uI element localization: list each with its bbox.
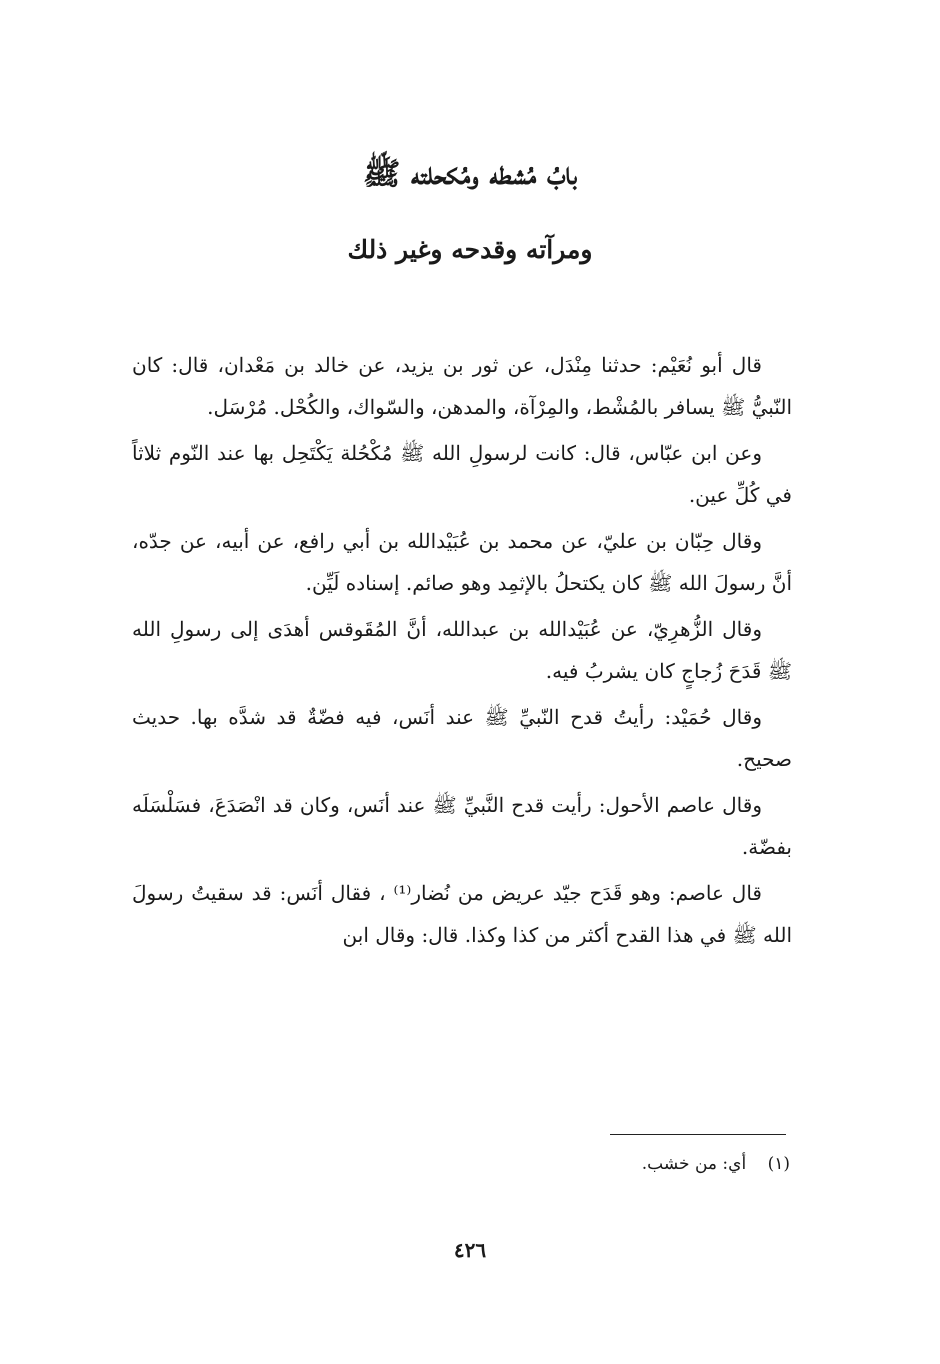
paragraph: وقال عاصم الأحول: رأيت قدح النَّبيِّ ﷺ عند أنَس، وكان قد انْصَدَعَ، فسَلْسَلَه بفضّة. bbox=[132, 793, 792, 859]
footnote-text: أي: من خشب. bbox=[641, 1154, 747, 1174]
chapter-subtitle: ومرآته وقدحه وغير ذلك bbox=[347, 235, 593, 264]
paragraph: قال أبو نُعَيْم: حدثنا مِنْدَل، عن ثور بن يزيد، عن خالد بن مَعْدان، قال: كان النّبيُّ ﷺ يسافر بالمُشْط، والمِرْآة، والمدهن، والسّواك، والكُحْل. مُرْسَل. bbox=[132, 353, 792, 419]
paragraph: وقال حِبّان بن عليّ، عن محمد بن عُبَيْدالله بن أبي رافع، عن أبيه، عن جدّه، أنَّ رسولَ الله ﷺ كان يكتحلُ بالإثمِد وهو صائم. إسناده لَيِّن. bbox=[132, 529, 792, 595]
paragraph: وعن ابن عبّاس، قال: كانت لرسولِ الله ﷺ مُكْحُلة يَكْتَحِل بها عند النّوم ثلاثاً في كُلِّ عين. bbox=[132, 441, 792, 507]
paragraph: قال عاصم: وهو قَدَح جيّد عريض من نُضار⁽¹⁾ ، فقال أنَس: قد سقيتُ رسولَ الله ﷺ في هذا القدح أكثر من كذا وكذا. قال: وقال ابن bbox=[132, 881, 792, 947]
footnote bbox=[642, 1148, 790, 1180]
chapter-title: بابُ مُشطه ومُكحلته ﷺ bbox=[362, 156, 578, 192]
footnote-divider bbox=[610, 1134, 786, 1135]
body-text bbox=[132, 344, 792, 960]
paragraph: وقال الزُّهرِيّ، عن عُبَيْدالله بن عبدالله، أنَّ المُقَوقس أهدَى إلى رسولِ الله ﷺ قَدَحَ زُجاجٍ كان يشربُ فيه. bbox=[132, 617, 792, 683]
footnote-number: (١) bbox=[767, 1154, 790, 1174]
page-number: ٤٢٦ bbox=[453, 1238, 487, 1262]
paragraph: وقال حُمَيْد: رأيتُ قدح النّبيِّ ﷺ عند أنَس، فيه فضّةٌ قد شدَّه بها. حديث صحيح. bbox=[132, 705, 792, 771]
